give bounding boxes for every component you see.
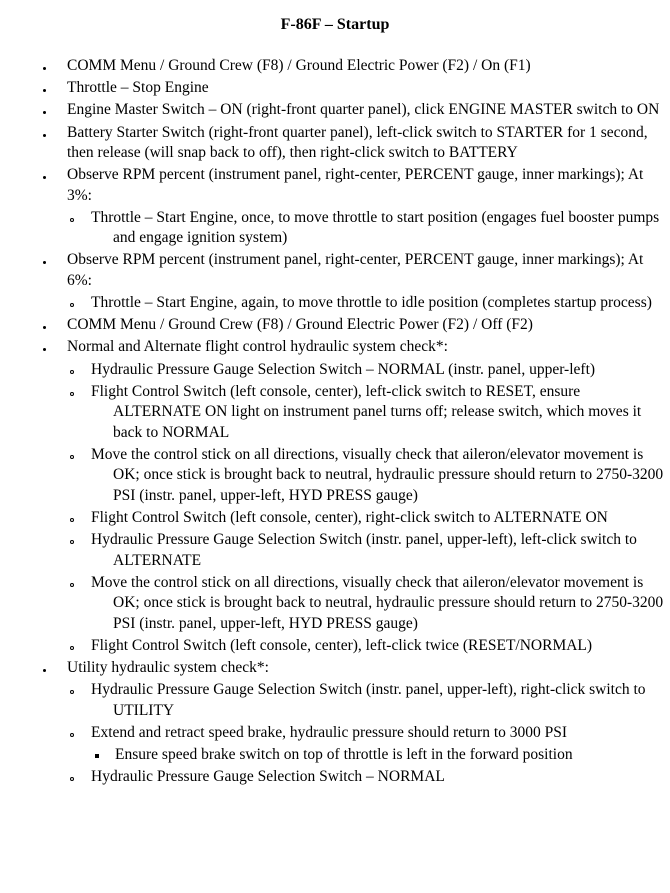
checklist-item-level-3 [0,745,670,765]
hollow-circle-bullet-icon [70,303,74,307]
checklist-item-text: Hydraulic Pressure Gauge Selection Switch (instr. panel, upper-left), left-click switch to ALTERNATE [91,531,637,569]
checklist-item-text: Ensure speed brake switch on top of throttle is left in the forward position [115,745,573,763]
filled-dot-bullet-icon [43,111,46,114]
checklist-item-text: Engine Master Switch – ON (right-front quarter panel), click ENGINE MASTER switch to ON [67,101,660,119]
filled-dot-bullet-icon [43,89,46,92]
checklist-item-level-2 [0,723,670,743]
startup-checklist [0,56,670,789]
checklist-item-level-2 [0,360,670,380]
filled-dot-bullet-icon [43,261,46,264]
hollow-circle-bullet-icon [70,392,74,396]
hollow-circle-bullet-icon [70,370,74,374]
checklist-item-level-2 [0,636,670,656]
checklist-item-level-1 [0,658,670,678]
checklist-item-text: Utility hydraulic system check*: [67,658,269,676]
filled-dot-bullet-icon [43,348,46,351]
checklist-item-level-1 [0,78,670,98]
checklist-item-text: Extend and retract speed brake, hydraulic pressure should return to 3000 PSI [91,723,568,741]
checklist-item-level-1 [0,315,670,335]
filled-dot-bullet-icon [43,134,46,137]
checklist-item-text: COMM Menu / Ground Crew (F8) / Ground Electric Power (F2) / Off (F2) [67,316,533,334]
hollow-circle-bullet-icon [70,218,74,222]
hollow-circle-bullet-icon [70,733,74,737]
checklist-item-text: Hydraulic Pressure Gauge Selection Switch – NORMAL [91,768,445,786]
checklist-item-level-2 [0,445,670,506]
checklist-item-level-2 [0,767,670,787]
checklist-item-text: COMM Menu / Ground Crew (F8) / Ground Electric Power (F2) / On (F1) [67,57,531,74]
filled-dot-bullet-icon [43,176,46,179]
hollow-circle-bullet-icon [70,455,74,459]
hollow-circle-bullet-icon [70,690,74,694]
hollow-circle-bullet-icon [70,518,74,522]
checklist-item-level-1 [0,56,670,76]
checklist-item-level-1 [0,165,670,206]
filled-dot-bullet-icon [43,326,46,329]
checklist-item-level-1 [0,337,670,357]
checklist-item-level-2 [0,208,670,249]
page-title: F-86F – Startup [280,16,390,33]
checklist-item-text: Throttle – Stop Engine [67,79,209,97]
checklist-item-text: Flight Control Switch (left console, center), right-click switch to ALTERNATE ON [91,508,608,526]
checklist-item-text: Flight Control Switch (left console, center), left-click twice (RESET/NORMAL) [91,636,593,654]
checklist-item-text: Throttle – Start Engine, once, to move throttle to start position (engages fuel booster pumps and engage ignition system) [91,208,660,247]
checklist-item-text: Throttle – Start Engine, again, to move throttle to idle position (completes startup process) [91,294,652,312]
square-bullet-icon [95,754,99,758]
checklist-item-level-1 [0,100,670,120]
hollow-circle-bullet-icon [70,540,74,544]
checklist-item-text: Normal and Alternate flight control hydraulic system check*: [67,338,448,356]
filled-dot-bullet-icon [43,67,46,70]
checklist-item-level-2 [0,530,670,571]
checklist-item-level-2 [0,382,670,443]
checklist-item-level-2 [0,293,670,313]
filled-dot-bullet-icon [43,669,46,672]
checklist-item-text: Observe RPM percent (instrument panel, right-center, PERCENT gauge, inner markings); At 3%: [67,166,644,204]
checklist-item-text: Flight Control Switch (left console, center), left-click switch to RESET, ensure ALTERNATE ON light on instrument panel turns off; release switch, which moves it back to NORMAL [91,382,642,441]
checklist-item-text: Move the control stick on all directions, visually check that aileron/elevator movement is OK; once stick is brought back to neutral, hydraulic pressure should return to 2750-3200 PSI (instr. panel, upper-left, HYD PRESS gauge) [91,573,664,632]
checklist-item-level-2 [0,680,670,721]
hollow-circle-bullet-icon [70,646,74,650]
checklist-item-text: Hydraulic Pressure Gauge Selection Switch – NORMAL (instr. panel, upper-left) [91,360,596,378]
hollow-circle-bullet-icon [70,583,74,587]
checklist-item-text: Observe RPM percent (instrument panel, right-center, PERCENT gauge, inner markings); At 6%: [67,251,644,289]
checklist-item-text: Hydraulic Pressure Gauge Selection Switch (instr. panel, upper-left), right-click switch to UTILITY [91,681,646,719]
checklist-item-text: Move the control stick on all directions, visually check that aileron/elevator movement is OK; once stick is brought back to neutral, hydraulic pressure should return to 2750-3200 PSI (instr. panel, upper-left, HYD PRESS gauge) [91,445,664,504]
hollow-circle-bullet-icon [70,777,74,781]
checklist-item-level-2 [0,573,670,634]
checklist-item-text: Battery Starter Switch (right-front quarter panel), left-click switch to STARTER for 1 second, then release (will snap back to off), then right-click switch to BATTERY [67,123,648,162]
checklist-item-level-2 [0,508,670,528]
checklist-item-level-1 [0,250,670,291]
checklist-item-level-1 [0,123,670,164]
